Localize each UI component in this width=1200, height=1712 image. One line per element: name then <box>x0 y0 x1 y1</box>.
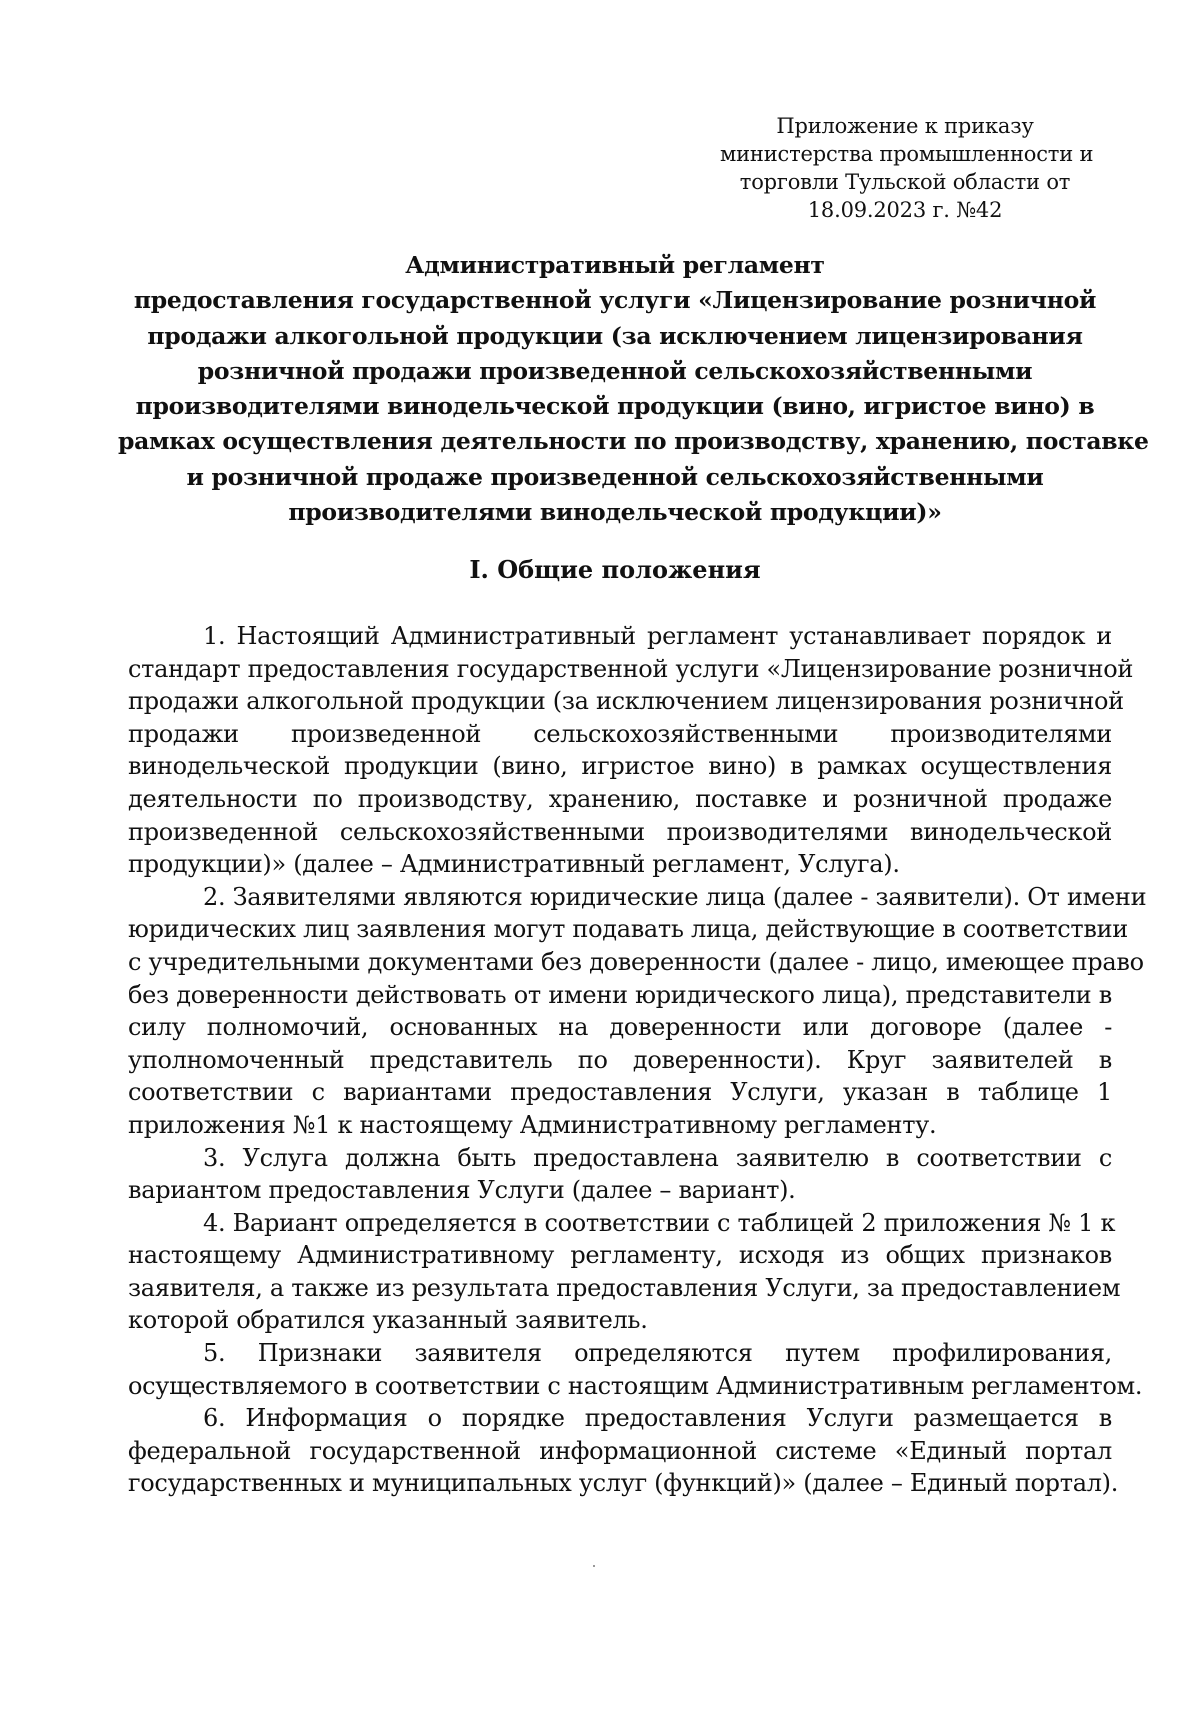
paragraph-line: 1. Настоящий Административный регламент устанавливает порядок и <box>203 622 1112 650</box>
paragraph-line: заявителя, а также из результата предоставления Услуги, за предоставлением <box>128 1273 1121 1302</box>
paragraph-line: 6. Информация о порядке предоставления Услуги размещается в <box>203 1404 1112 1433</box>
paragraph-5 <box>128 1337 1143 1402</box>
paragraph-line: уполномоченный представитель по доверенности). Круг заявителей в <box>128 1045 1112 1074</box>
paragraph-line: произведенной сельскохозяйственными производителями винодельческой <box>128 817 1112 846</box>
paragraph-line: деятельности по производству, хранению, поставке и розничной продаже <box>128 784 1112 813</box>
title-line: розничной продажи произведенной сельскохозяйственными <box>197 356 1033 385</box>
paragraph-line: юридических лиц заявления могут подавать лица, действующие в соответствии <box>128 915 1128 944</box>
paragraph-line: продажи алкогольной продукции (за исключением лицензирования розничной <box>128 687 1124 716</box>
title-line: продажи алкогольной продукции (за исключением лицензирования <box>147 321 1083 350</box>
paragraph-line: 2. Заявителями являются юридические лица (далее - заявители). От имени <box>203 882 1147 911</box>
title-line: Административный регламент <box>405 251 825 279</box>
paragraph-line: приложения №1 к настоящему Административному регламенту. <box>128 1110 937 1139</box>
title-line: производителями винодельческой продукции (вино, игристое вино) в <box>135 392 1095 421</box>
scan-speck <box>593 1565 595 1567</box>
paragraph-2 <box>128 881 1147 1142</box>
title-line: рамках осуществления деятельности по производству, хранению, поставке <box>118 427 1149 456</box>
paragraph-line: силу полномочий, основанных на доверенности или договоре (далее - <box>128 1013 1112 1042</box>
approval-line: 18.09.2023 г. №42 <box>807 198 1003 222</box>
approval-line: торговли Тульской области от <box>739 170 1071 194</box>
document-title <box>118 248 1149 530</box>
title-line: производителями винодельческой продукции)» <box>288 498 942 527</box>
paragraph-3 <box>128 1142 1112 1207</box>
document-body <box>128 620 1147 1500</box>
paragraph-4 <box>128 1207 1121 1337</box>
paragraph-line: продукции)» (далее – Административный регламент, Услуга). <box>128 850 900 879</box>
paragraph-line: винодельческой продукции (вино, игристое вино) в рамках осуществления <box>128 752 1112 781</box>
section-heading: I. Общие положения <box>469 555 761 584</box>
paragraph-1 <box>128 620 1134 881</box>
paragraph-line: соответствии с вариантами предоставления Услуги, указан в таблице 1 <box>128 1078 1112 1107</box>
paragraph-line: с учредительными документами без доверенности (далее - лицо, имеющее право <box>128 947 1144 976</box>
paragraph-line: 5. Признаки заявителя определяются путем профилирования, <box>203 1339 1112 1368</box>
paragraph-line: 3. Услуга должна быть предоставлена заявителю в соответствии с <box>203 1143 1112 1172</box>
paragraph-line: федеральной государственной информационной системе «Единый портал <box>128 1436 1112 1465</box>
paragraph-line: которой обратился указанный заявитель. <box>128 1306 648 1335</box>
paragraph-line: настоящему Административному регламенту, исходя из общих признаков <box>128 1241 1112 1270</box>
approval-line: Приложение к приказу <box>776 114 1034 138</box>
paragraph-line: 4. Вариант определяется в соответствии с таблицей 2 приложения № 1 к <box>203 1208 1116 1237</box>
paragraph-6 <box>128 1402 1119 1500</box>
paragraph-line: стандарт предоставления государственной услуги «Лицензирование розничной <box>128 654 1134 683</box>
paragraph-line: государственных и муниципальных услуг (функций)» (далее – Единый портал). <box>128 1469 1119 1498</box>
title-line: и розничной продаже произведенной сельскохозяйственными <box>186 462 1044 491</box>
paragraph-line: без доверенности действовать от имени юридического лица), представители в <box>128 980 1112 1009</box>
paragraph-line: осуществляемого в соответствии с настоящим Административным регламентом. <box>128 1371 1143 1400</box>
approval-line: министерства промышленности и <box>720 142 1094 166</box>
paragraph-line: продажи произведенной сельскохозяйственными производителями <box>128 719 1112 748</box>
approval-block <box>720 112 1094 224</box>
title-line: предоставления государственной услуги «Лицензирование розничной <box>133 286 1097 315</box>
paragraph-line: вариантом предоставления Услуги (далее – вариант). <box>128 1176 796 1205</box>
